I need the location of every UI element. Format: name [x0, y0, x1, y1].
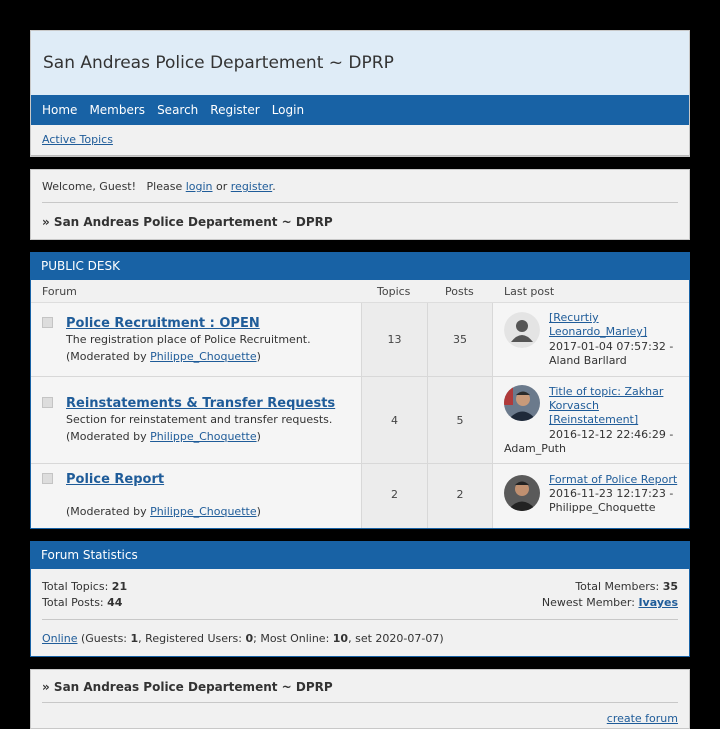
nav-register[interactable]: Register	[210, 103, 260, 117]
public-desk-section	[30, 252, 690, 529]
site-header	[30, 30, 690, 157]
last-post-meta: 2017-01-04 07:57:32 - Aland Barllard	[549, 340, 674, 367]
total-members-value: 35	[662, 580, 678, 593]
total-posts-value: 44	[107, 596, 123, 609]
welcome-or: or	[212, 180, 231, 193]
moderator-link[interactable]: Philippe_Choquette	[150, 505, 257, 518]
forum-status-icon	[42, 317, 53, 328]
forum-description: The registration place of Police Recruitment.	[66, 333, 311, 346]
registered-label: , Registered Users:	[138, 632, 246, 645]
active-topics-link[interactable]: Active Topics	[42, 133, 113, 146]
section-title[interactable]: Forum Statistics	[31, 542, 689, 569]
main-nav	[31, 95, 689, 125]
column-posts: Posts	[445, 285, 474, 298]
mod-suffix: )	[256, 350, 261, 363]
forum-status-icon	[42, 473, 53, 484]
guests-value: 1	[130, 632, 139, 645]
officer-avatar	[504, 385, 540, 421]
forum-moderator	[66, 505, 261, 518]
column-forum: Forum	[42, 285, 77, 298]
default-user-icon	[504, 312, 540, 348]
posts-cell	[428, 377, 493, 463]
topics-cell	[362, 377, 428, 463]
forum-cell	[31, 377, 362, 463]
topic-count: 4	[391, 414, 398, 427]
welcome-prefix: Welcome, Guest! Please	[42, 180, 186, 193]
last-post-meta: 2016-11-23 12:17:23 - Philippe_Choquette	[549, 487, 674, 514]
newest-member	[542, 596, 678, 609]
mod-suffix: )	[256, 505, 261, 518]
create-forum-link[interactable]: create forum	[606, 712, 678, 725]
column-topics: Topics	[377, 285, 411, 298]
mod-prefix: (Moderated by	[66, 430, 151, 443]
post-count: 2	[456, 488, 464, 501]
total-posts	[42, 596, 122, 609]
posts-cell	[428, 464, 493, 528]
online-stats	[42, 632, 444, 645]
moderator-link[interactable]: Philippe_Choquette	[150, 430, 257, 443]
post-count: 35	[453, 333, 467, 346]
posts-cell	[428, 303, 493, 376]
section-title[interactable]: PUBLIC DESK	[31, 253, 689, 280]
forum-title-link[interactable]: Reinstatements & Transfer Requests	[66, 396, 336, 411]
welcome-suffix: .	[272, 180, 276, 193]
topics-cell	[362, 464, 428, 528]
forum-cell	[31, 464, 362, 528]
column-header-row	[31, 280, 689, 303]
total-topics-value: 21	[111, 580, 128, 593]
welcome-panel	[30, 169, 690, 240]
registered-value: 0	[245, 632, 254, 645]
forum-row	[31, 377, 689, 464]
mod-suffix: )	[256, 430, 261, 443]
breadcrumb[interactable]: » San Andreas Police Departement ~ DPRP	[42, 680, 333, 694]
most-online-date: , set 2020-07-07)	[348, 632, 444, 645]
last-post-link[interactable]: Format of Police Report	[549, 473, 678, 486]
nav-members[interactable]: Members	[89, 103, 146, 117]
total-posts-label: Total Posts:	[42, 596, 108, 609]
forum-status-icon	[42, 397, 53, 408]
last-post-author: Adam_Puth	[504, 442, 566, 455]
last-post-link[interactable]: Title of topic: Zakhar Korvasch [Reinstatement]	[549, 385, 664, 426]
title-banner	[31, 31, 689, 95]
total-members	[575, 580, 678, 593]
mod-prefix: (Moderated by	[66, 505, 151, 518]
forum-title-link[interactable]: Police Recruitment : OPEN	[66, 316, 260, 331]
most-online-label: ; Most Online:	[253, 632, 333, 645]
total-members-label: Total Members:	[575, 580, 663, 593]
login-link[interactable]: login	[185, 180, 213, 193]
divider	[42, 702, 678, 703]
last-post-link[interactable]: [Recurtiy Leonardo_Marley]	[549, 311, 648, 338]
divider	[42, 202, 678, 203]
last-post-cell	[493, 464, 689, 528]
most-online-value: 10	[332, 632, 349, 645]
site-title[interactable]: San Andreas Police Departement ~ DPRP	[43, 53, 394, 73]
topics-cell	[362, 303, 428, 376]
mod-prefix: (Moderated by	[66, 350, 151, 363]
forum-title-link[interactable]: Police Report	[66, 472, 165, 487]
breadcrumb[interactable]: » San Andreas Police Departement ~ DPRP	[42, 215, 333, 229]
officer-avatar	[504, 475, 540, 511]
forum-row	[31, 303, 689, 377]
last-post-meta: 2016-12-12 22:46:29 -	[549, 428, 674, 441]
topic-count: 2	[391, 488, 398, 501]
forum-moderator	[66, 350, 261, 363]
guests-label: (Guests:	[77, 632, 131, 645]
last-post-cell	[493, 377, 689, 463]
column-last-post: Last post	[504, 285, 555, 298]
moderator-link[interactable]: Philippe_Choquette	[150, 350, 257, 363]
forum-cell	[31, 303, 362, 376]
register-link[interactable]: register	[230, 180, 273, 193]
forum-row	[31, 464, 689, 528]
last-post-cell	[493, 303, 689, 376]
forum-statistics-section	[30, 541, 690, 657]
welcome-message	[42, 180, 276, 193]
sub-nav	[31, 125, 689, 156]
forum-moderator	[66, 430, 261, 443]
total-topics-label: Total Topics:	[42, 580, 112, 593]
topic-count: 13	[387, 333, 402, 346]
nav-login[interactable]: Login	[271, 103, 305, 117]
nav-search[interactable]: Search	[157, 103, 199, 117]
newest-member-label: Newest Member:	[541, 596, 639, 609]
divider	[42, 619, 678, 620]
total-topics	[42, 580, 127, 593]
online-link[interactable]: Online	[42, 632, 78, 645]
post-count: 5	[456, 414, 464, 427]
newest-member-link[interactable]: Ivayes	[638, 596, 678, 609]
forum-description: Section for reinstatement and transfer requests.	[66, 413, 333, 426]
nav-home[interactable]: Home	[42, 103, 78, 117]
footer-panel	[30, 669, 690, 729]
